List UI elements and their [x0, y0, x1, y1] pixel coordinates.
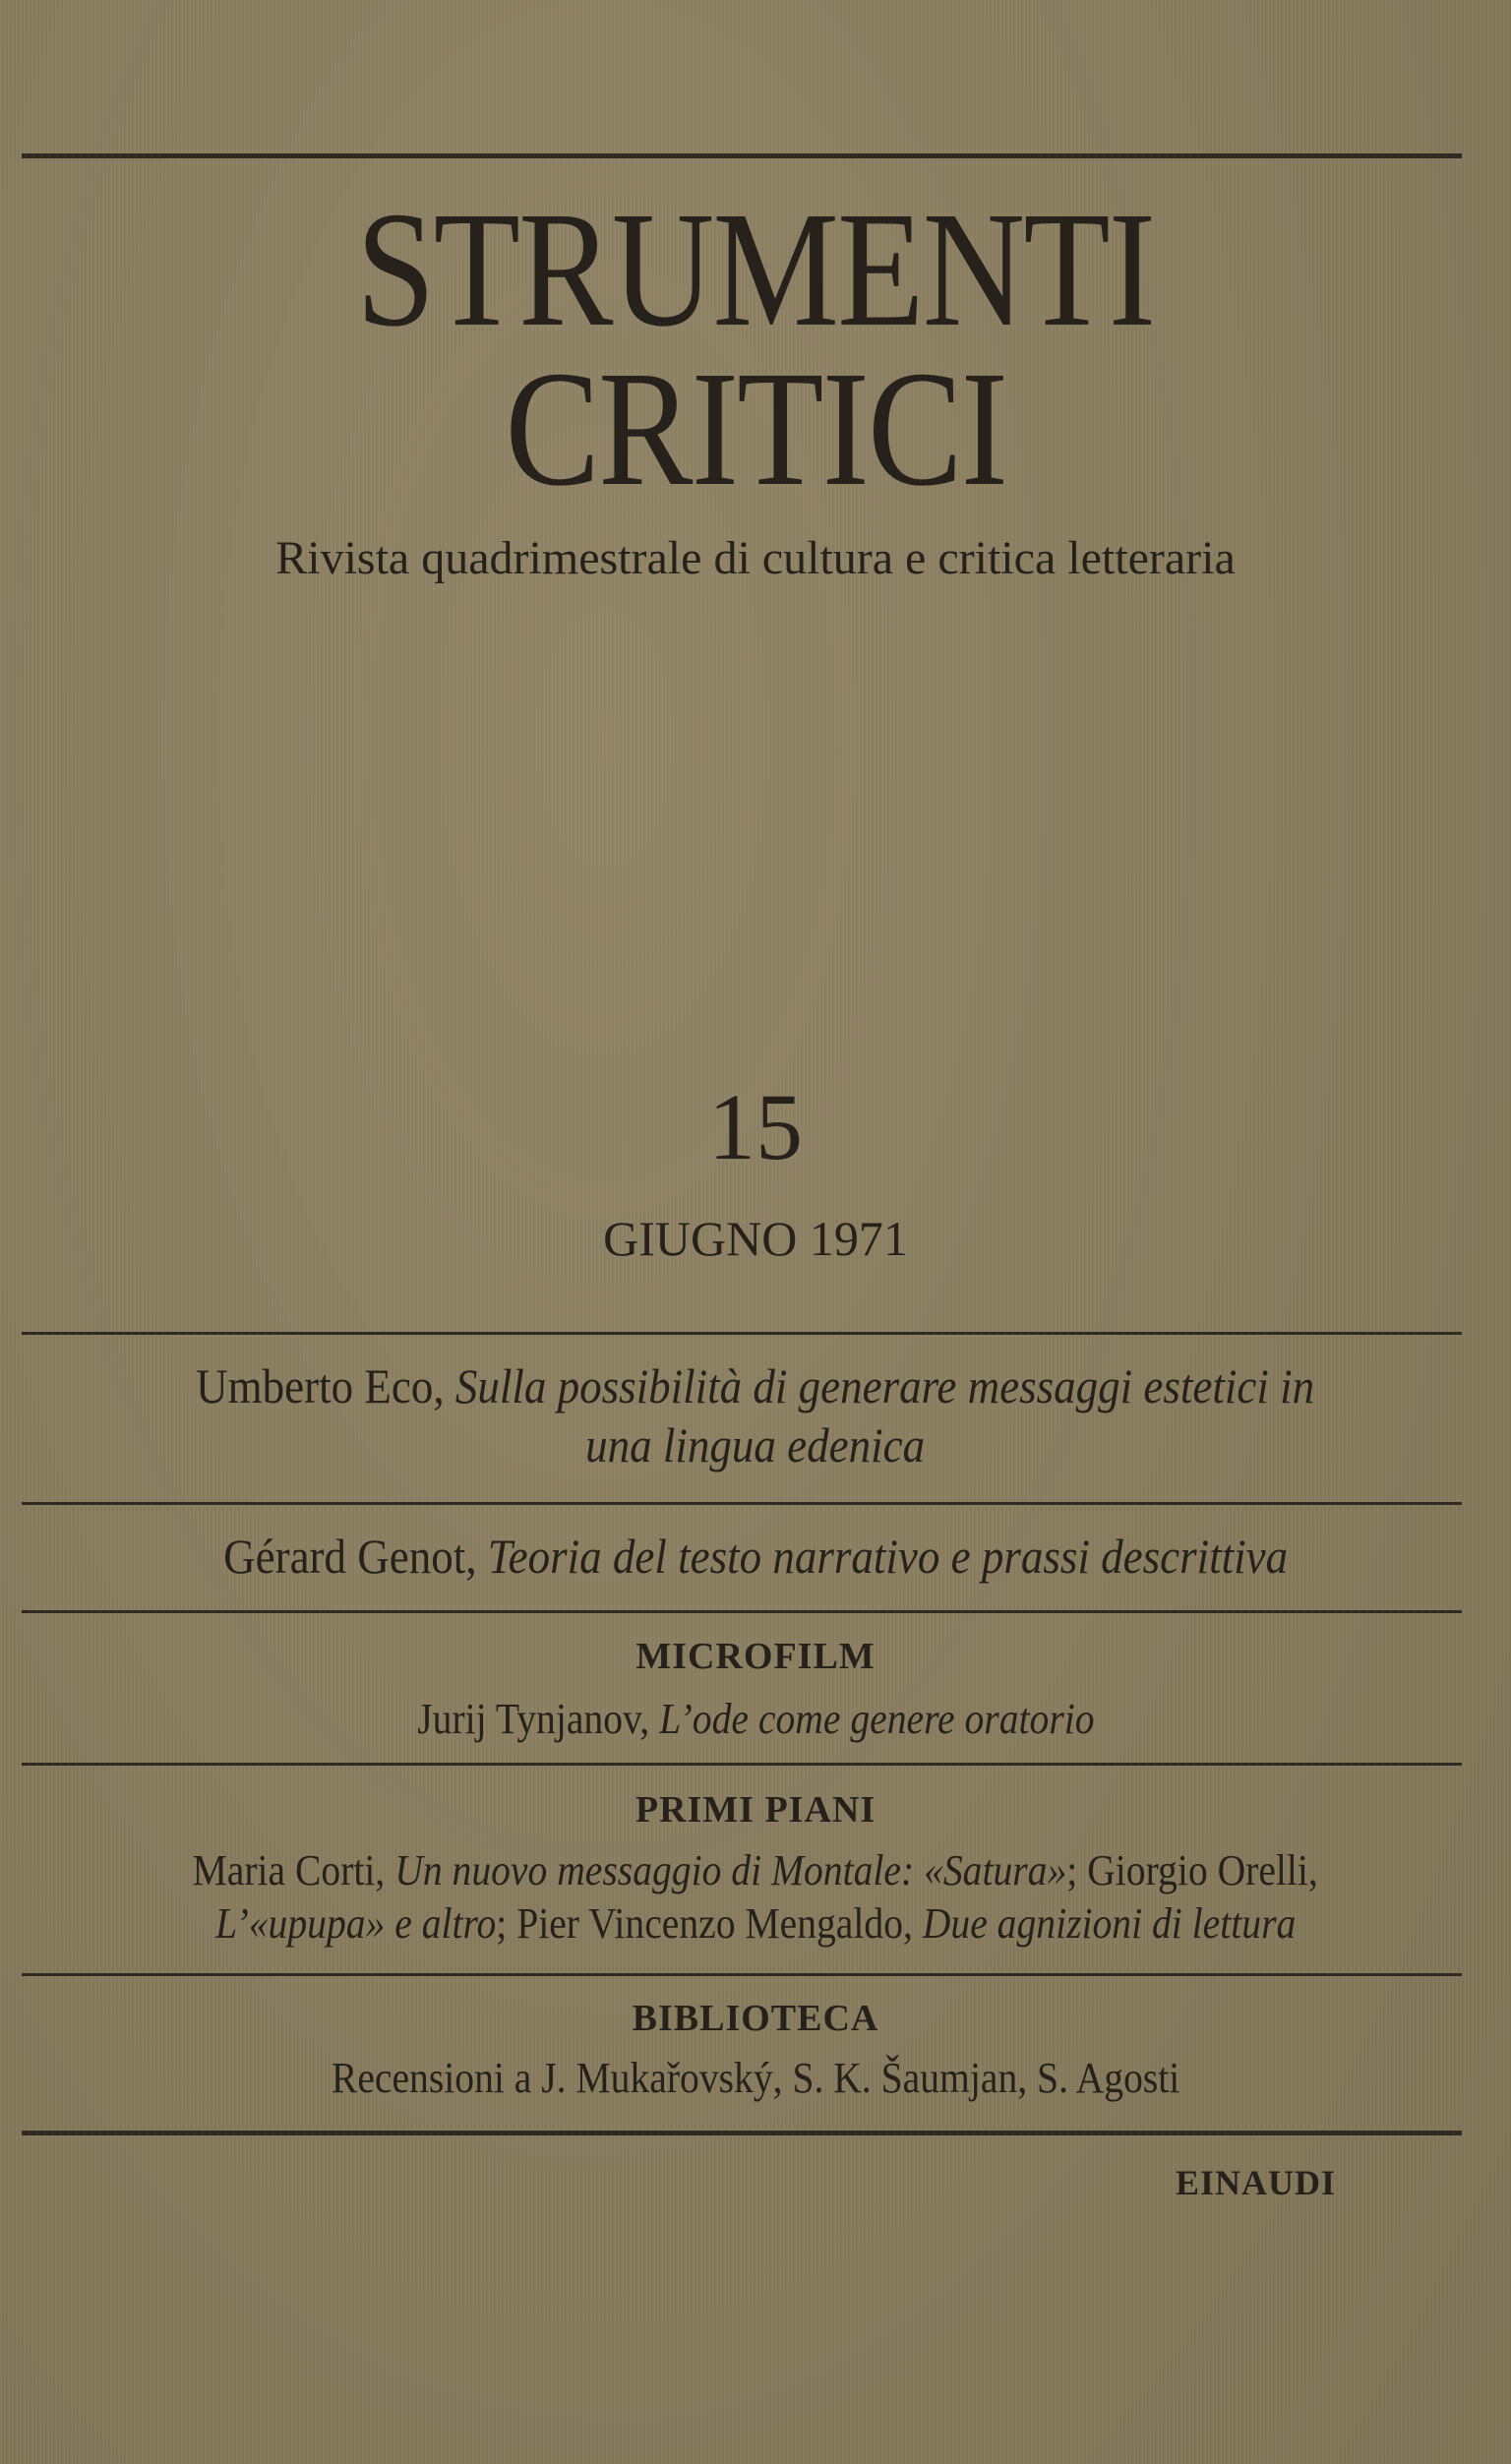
- article-title: una lingua edenica: [585, 1417, 926, 1472]
- author: Pier Vincenzo Mengaldo,: [516, 1899, 913, 1948]
- divider: [22, 1610, 1462, 1613]
- separator: ;: [1066, 1846, 1078, 1894]
- bottom-rule: [22, 2131, 1462, 2135]
- article-eco: [0, 1357, 1511, 1414]
- article-title: L’«upupa» e altro: [214, 1899, 497, 1948]
- author: Umberto Eco,: [196, 1358, 445, 1413]
- reviews-text: Recensioni a J. Mukařovský, S. K. Šaumjan, S. Agosti: [331, 2054, 1180, 2102]
- section-heading-biblioteca: BIBLIOTECA: [632, 1998, 879, 2039]
- journal-title-line2: [0, 337, 1511, 520]
- article-title: L’ode come genere oratorio: [658, 1695, 1095, 1743]
- top-rule: [22, 153, 1462, 158]
- article-title: Un nuovo messaggio di Montale: «Satura»: [394, 1846, 1067, 1894]
- article-title: Due agnizioni di lettura: [922, 1899, 1297, 1948]
- article-eco-cont: [0, 1416, 1511, 1473]
- divider: [22, 1332, 1462, 1335]
- biblioteca-reviews: [0, 2053, 1511, 2103]
- divider: [22, 1502, 1462, 1505]
- author: Jurij Tynjanov,: [416, 1695, 649, 1743]
- title-text: STRUMENTI: [356, 178, 1155, 361]
- title-text: CRITICI: [505, 337, 1006, 520]
- primi-piani-line2: [0, 1898, 1511, 1949]
- article-tynjanov: [0, 1694, 1511, 1744]
- primi-piani-line1: [0, 1845, 1511, 1895]
- issue-date: GIUGNO 1971: [603, 1211, 908, 1266]
- journal-title-line1: [0, 178, 1511, 361]
- section-heading-microfilm: MICROFILM: [635, 1636, 876, 1677]
- article-genot: [0, 1528, 1511, 1585]
- divider: [22, 1763, 1462, 1766]
- issue-number: 15: [708, 1074, 803, 1179]
- author: Giorgio Orelli,: [1087, 1846, 1319, 1894]
- author: Gérard Genot,: [223, 1529, 477, 1584]
- publisher-name: EINAUDI: [1176, 2163, 1337, 2202]
- divider: [22, 1973, 1462, 1976]
- separator: ;: [496, 1899, 508, 1948]
- author: Maria Corti,: [192, 1846, 386, 1894]
- article-title: Teoria del testo narrativo e prassi descrittiva: [487, 1529, 1288, 1584]
- section-heading-primi-piani: PRIMI PIANI: [635, 1789, 876, 1831]
- article-title: Sulla possibilità di generare messaggi estetici in: [455, 1358, 1315, 1413]
- journal-subtitle: Rivista quadrimestrale di cultura e critica letteraria: [275, 532, 1236, 584]
